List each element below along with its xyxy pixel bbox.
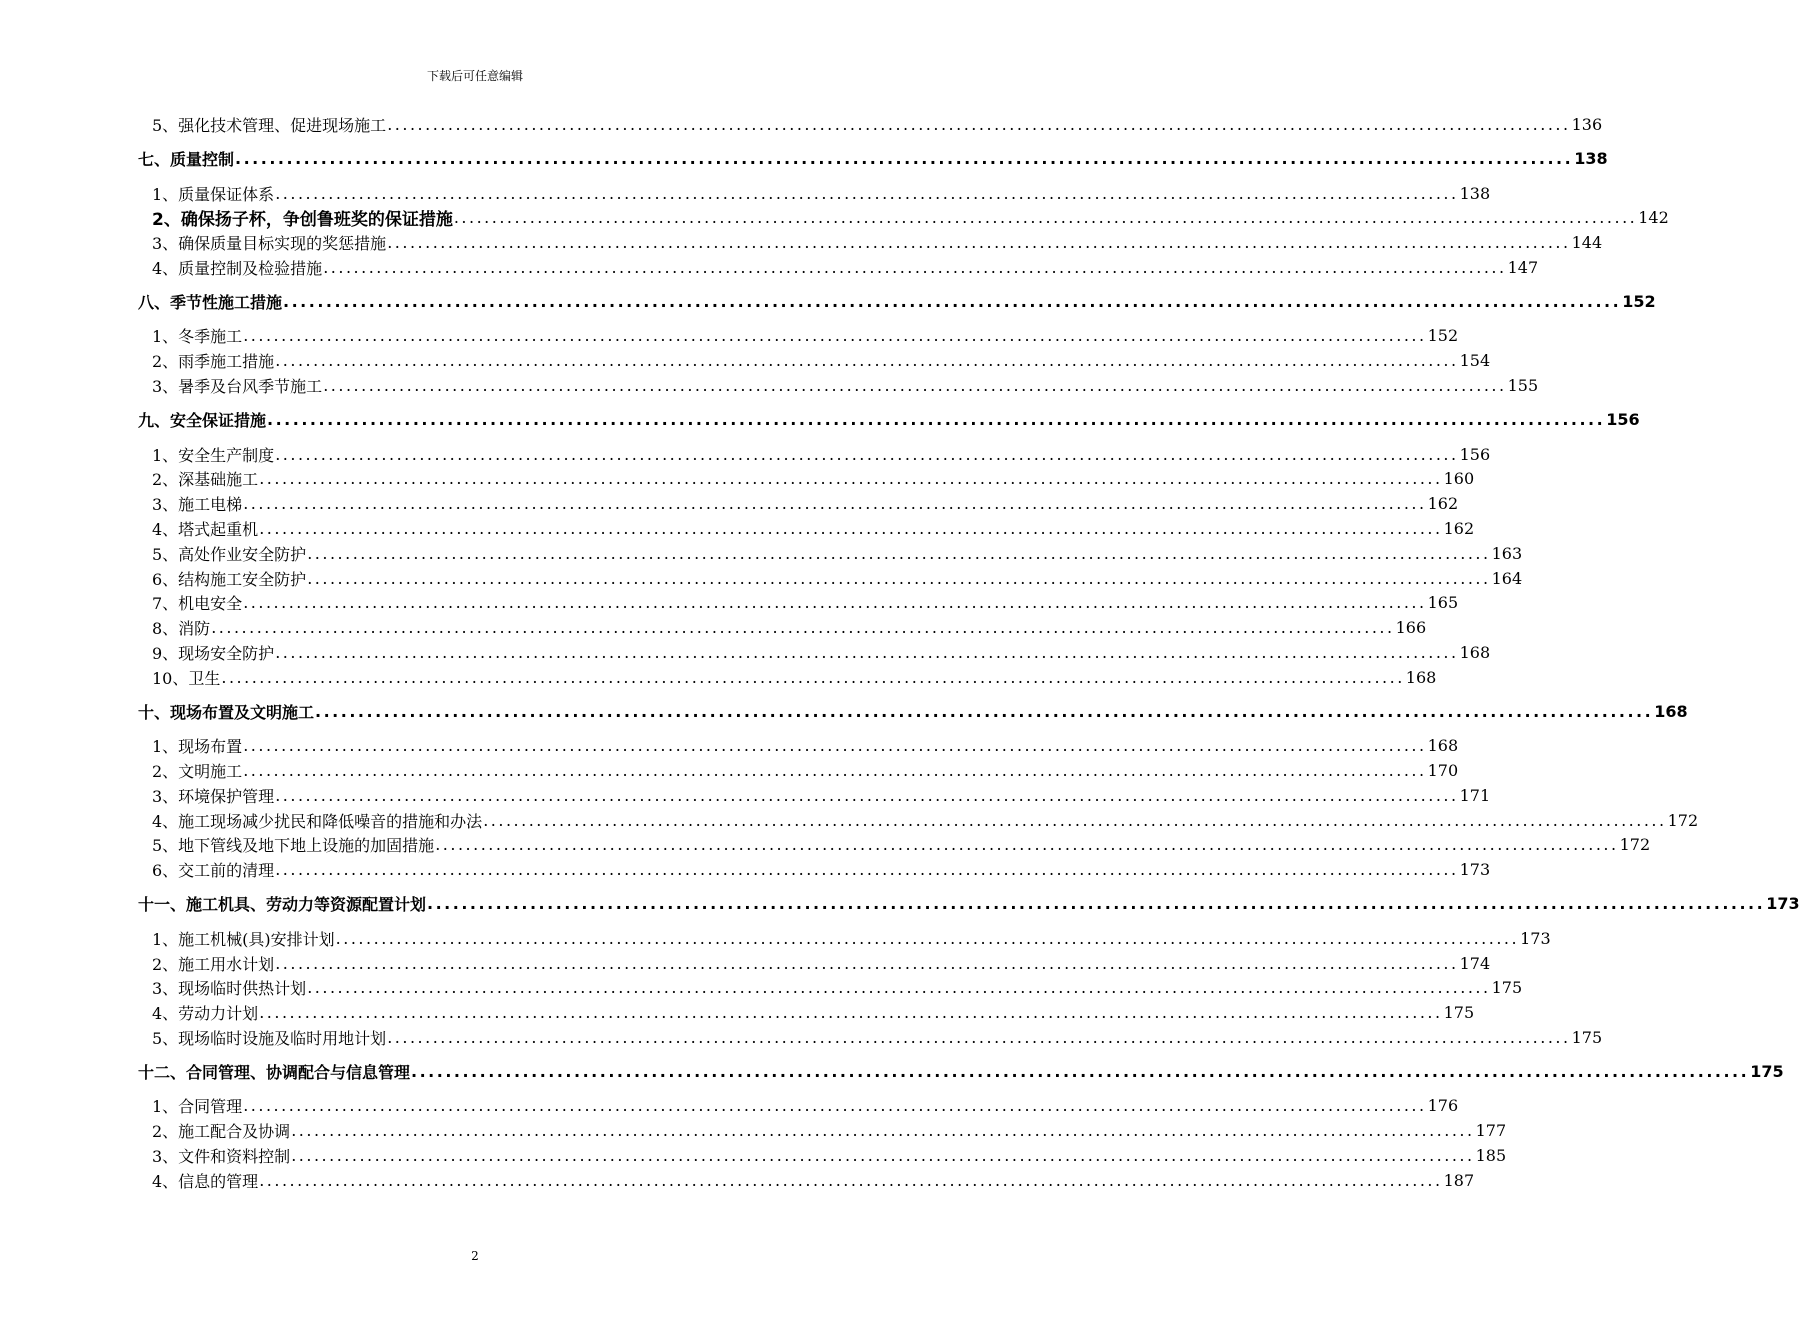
toc-entry-title: 2、施工用水计划	[152, 954, 275, 974]
toc-entry-title: 3、环境保护管理	[152, 786, 275, 806]
toc-entry[interactable]	[0, 516, 1475, 541]
toc-entry-title: 2、确保扬子杯，争创鲁班奖的保证措施	[152, 210, 453, 231]
toc-entry[interactable]	[0, 758, 1459, 783]
toc-section-heading[interactable]	[0, 407, 1640, 432]
toc-entry-page-number: 185	[1475, 1146, 1507, 1165]
toc-entry-page-number: 156	[1606, 410, 1640, 430]
toc-entry-title: 九、安全保证措施	[138, 411, 267, 431]
toc-entry[interactable]	[0, 230, 1603, 255]
toc-entry-title: 9、现场安全防护	[152, 643, 275, 663]
toc-entry-title: 1、冬季施工	[152, 327, 243, 347]
toc-entry-title: 4、施工现场减少扰民和降低噪音的措施和办法	[152, 811, 483, 831]
toc-entry-title: 4、塔式起重机	[152, 519, 259, 539]
toc-entry-page-number: 136	[1571, 115, 1603, 134]
toc-entry[interactable]	[0, 348, 1491, 373]
toc-entry-page-number: 147	[1507, 257, 1539, 277]
toc-entry-page-number: 152	[1427, 326, 1459, 346]
toc-entry-page-number: 156	[1459, 444, 1491, 464]
toc-entry[interactable]	[0, 1168, 1475, 1193]
dot-leader: ............................................................................................................................................................	[307, 543, 1491, 563]
toc-entry-title: 4、信息的管理	[152, 1171, 259, 1191]
toc-entry-page-number: 177	[1475, 1121, 1507, 1141]
toc-entry-title: 5、高处作业安全防护	[152, 544, 307, 564]
toc-entry-page-number: 174	[1459, 953, 1491, 973]
dot-leader: ............................................................................................................................................................	[275, 444, 1459, 464]
toc-entry-page-number: 175	[1491, 978, 1523, 998]
toc-entry-title: 3、文件和资料控制	[152, 1147, 291, 1166]
dot-leader: ............................................................................................................................................................	[291, 1146, 1475, 1165]
toc-section-heading[interactable]	[0, 1059, 1784, 1084]
toc-entry[interactable]	[0, 615, 1427, 640]
toc-entry[interactable]	[0, 255, 1539, 280]
dot-leader: ............................................................................................................................................................	[435, 835, 1619, 855]
toc-entry[interactable]	[0, 442, 1491, 467]
toc-entry-page-number: 172	[1667, 810, 1699, 830]
toc-entry-title: 3、暑季及台风季节施工	[152, 377, 323, 396]
toc-entry-page-number: 144	[1571, 233, 1603, 253]
toc-section-heading[interactable]	[0, 289, 1656, 314]
toc-entry-page-number: 175	[1571, 1027, 1603, 1047]
dot-leader: ............................................................................................................................................................	[387, 233, 1571, 253]
toc-entry[interactable]	[0, 951, 1491, 976]
dot-leader: ............................................................................................................................................................	[243, 1096, 1427, 1116]
dot-leader: ............................................................................................................................................................	[259, 1003, 1443, 1023]
toc-entry-page-number: 163	[1491, 543, 1523, 563]
toc-entry-page-number: 175	[1443, 1003, 1475, 1023]
toc-entry[interactable]	[0, 808, 1699, 833]
dot-leader: ............................................................................................................................................................	[275, 351, 1459, 371]
toc-entry-title: 七、质量控制	[138, 150, 235, 170]
toc-entry-title: 1、质量保证体系	[152, 184, 275, 204]
toc-entry[interactable]	[0, 857, 1491, 882]
dot-leader: ............................................................................................................................................................	[235, 149, 1574, 169]
toc-entry-page-number: 165	[1427, 593, 1459, 613]
dot-leader: ............................................................................................................................................................	[483, 810, 1667, 830]
toc-entry-title: 1、现场布置	[152, 737, 243, 757]
toc-entry-title: 5、现场临时设施及临时用地计划	[152, 1028, 387, 1048]
toc-entry[interactable]	[0, 205, 1669, 231]
toc-entry-title: 1、安全生产制度	[152, 445, 275, 465]
toc-entry-page-number: 172	[1619, 835, 1651, 855]
dot-leader: ............................................................................................................................................................	[411, 1062, 1750, 1082]
toc-entry-page-number: 162	[1427, 494, 1459, 514]
toc-entry-title: 3、现场临时供热计划	[152, 979, 307, 999]
dot-leader: ............................................................................................................................................................	[221, 667, 1405, 687]
toc-entry[interactable]	[0, 1000, 1475, 1025]
toc-entry-title: 3、确保质量目标实现的奖惩措施	[152, 234, 387, 254]
toc-entry-title: 2、深基础施工	[152, 470, 259, 490]
dot-leader: ............................................................................................................................................................	[275, 860, 1459, 880]
toc-entry-page-number: 170	[1427, 761, 1459, 780]
toc-section-heading[interactable]	[0, 891, 1800, 916]
dot-leader: ............................................................................................................................................................	[323, 257, 1507, 277]
toc-entry-page-number: 155	[1507, 376, 1539, 395]
toc-entry-title: 2、文明施工	[152, 762, 243, 781]
toc-entry-page-number: 173	[1520, 928, 1551, 948]
toc-entry-title: 8、消防	[152, 619, 211, 639]
toc-entry-title: 八、季节性施工措施	[138, 293, 283, 313]
toc-entry[interactable]	[0, 665, 1437, 690]
toc-entry[interactable]	[0, 1118, 1507, 1143]
dot-leader: ............................................................................................................................................................	[267, 410, 1606, 430]
toc-entry-title: 10、卫生	[152, 668, 221, 688]
toc-entry-title: 7、机电安全	[152, 594, 243, 614]
toc-entry-page-number: 168	[1427, 736, 1459, 756]
toc-entry-title: 6、交工前的清理	[152, 861, 275, 881]
dot-leader: ............................................................................................................................................................	[243, 736, 1427, 756]
toc-entry-page-number: 164	[1491, 568, 1523, 588]
toc-entry[interactable]	[0, 466, 1475, 491]
toc-entry-page-number: 138	[1459, 183, 1491, 203]
toc-entry[interactable]	[0, 112, 1603, 137]
toc-entry-title: 2、雨季施工措施	[152, 352, 275, 372]
toc-entry-title: 6、结构施工安全防护	[152, 569, 307, 589]
toc-entry-page-number: 162	[1443, 518, 1475, 538]
dot-leader: ............................................................................................................................................................	[387, 115, 1571, 134]
toc-entry-title: 4、质量控制及检验措施	[152, 258, 323, 278]
dot-leader: ............................................................................................................................................................	[291, 1121, 1475, 1141]
toc-entry-title: 十、现场布置及文明施工	[138, 702, 315, 722]
toc-entry-title: 3、施工电梯	[152, 495, 243, 515]
dot-leader: ............................................................................................................................................................	[243, 593, 1427, 613]
toc-entry-page-number: 138	[1574, 149, 1608, 169]
toc-entry[interactable]	[0, 373, 1539, 398]
dot-leader: ............................................................................................................................................................	[453, 208, 1638, 228]
toc-entry[interactable]	[0, 590, 1459, 615]
dot-leader: ............................................................................................................................................................	[275, 953, 1459, 973]
toc-entry[interactable]	[0, 733, 1459, 758]
dot-leader: ............................................................................................................................................................	[259, 1170, 1443, 1190]
dot-leader: ............................................................................................................................................................	[427, 894, 1766, 914]
toc-entry-page-number: 176	[1427, 1096, 1459, 1116]
toc-entry-title: 2、施工配合及协调	[152, 1122, 291, 1142]
dot-leader: ............................................................................................................................................................	[275, 183, 1459, 203]
dot-leader: ............................................................................................................................................................	[275, 642, 1459, 662]
toc-entry-page-number: 160	[1443, 469, 1475, 489]
toc-entry-title: 4、劳动力计划	[152, 1004, 259, 1024]
dot-leader: ............................................................................................................................................................	[243, 494, 1427, 514]
dot-leader: ............................................................................................................................................................	[315, 701, 1654, 721]
toc-entry-page-number: 175	[1750, 1062, 1784, 1082]
dot-leader: ............................................................................................................................................................	[387, 1027, 1571, 1047]
toc-entry[interactable]	[0, 926, 1551, 951]
dot-leader: ............................................................................................................................................................	[307, 568, 1491, 588]
toc-entry-title: 十一、施工机具、劳动力等资源配置计划	[138, 895, 427, 915]
toc-section-heading[interactable]	[0, 146, 1608, 171]
toc-entry-page-number: 142	[1638, 208, 1669, 228]
toc-entry[interactable]	[0, 181, 1491, 206]
page-number: 2	[471, 1249, 479, 1263]
toc-entry[interactable]	[0, 783, 1491, 808]
toc-entry[interactable]	[0, 541, 1523, 566]
toc-entry-page-number: 171	[1459, 785, 1491, 805]
toc-entry[interactable]	[0, 1025, 1603, 1050]
dot-leader: ............................................................................................................................................................	[243, 326, 1427, 346]
toc-entry-page-number: 152	[1622, 292, 1656, 312]
toc-entry-page-number: 168	[1459, 642, 1491, 662]
dot-leader: ............................................................................................................................................................	[259, 518, 1443, 538]
toc-entry[interactable]	[0, 832, 1651, 857]
toc-entry-page-number: 168	[1654, 701, 1688, 721]
toc-entry[interactable]	[0, 975, 1523, 1000]
dot-leader: ............................................................................................................................................................	[323, 376, 1507, 395]
toc-entry[interactable]	[0, 491, 1459, 516]
toc-entry-page-number: 173	[1766, 894, 1800, 914]
toc-entry[interactable]	[0, 1143, 1507, 1168]
toc-entry-title: 1、合同管理	[152, 1097, 243, 1117]
toc-entry-title: 1、施工机械(具)安排计划	[152, 929, 335, 949]
dot-leader: ............................................................................................................................................................	[275, 785, 1459, 805]
toc-entry-page-number: 187	[1443, 1170, 1475, 1190]
dot-leader: ............................................................................................................................................................	[259, 469, 1443, 489]
toc-entry-page-number: 168	[1405, 667, 1437, 687]
dot-leader: ............................................................................................................................................................	[335, 928, 1520, 948]
dot-leader: ............................................................................................................................................................	[243, 761, 1427, 780]
dot-leader: ............................................................................................................................................................	[211, 618, 1395, 638]
page-header: 下载后可任意编辑	[426, 69, 523, 83]
toc-entry-title: 十二、合同管理、协调配合与信息管理	[138, 1063, 411, 1083]
toc-entry-title: 5、地下管线及地下地上设施的加固措施	[152, 836, 435, 856]
dot-leader: ............................................................................................................................................................	[307, 978, 1491, 998]
toc-entry-title: 5、强化技术管理、促进现场施工	[152, 116, 387, 135]
toc-entry[interactable]	[0, 323, 1459, 348]
toc-entry-page-number: 173	[1459, 860, 1491, 880]
dot-leader: ............................................................................................................................................................	[283, 292, 1622, 312]
toc-entry[interactable]	[0, 1093, 1459, 1118]
toc-entry-page-number: 166	[1395, 618, 1427, 638]
toc-entry-page-number: 154	[1459, 351, 1491, 371]
toc-section-heading[interactable]	[0, 699, 1688, 724]
toc-entry[interactable]	[0, 640, 1491, 665]
toc-entry[interactable]	[0, 566, 1523, 591]
